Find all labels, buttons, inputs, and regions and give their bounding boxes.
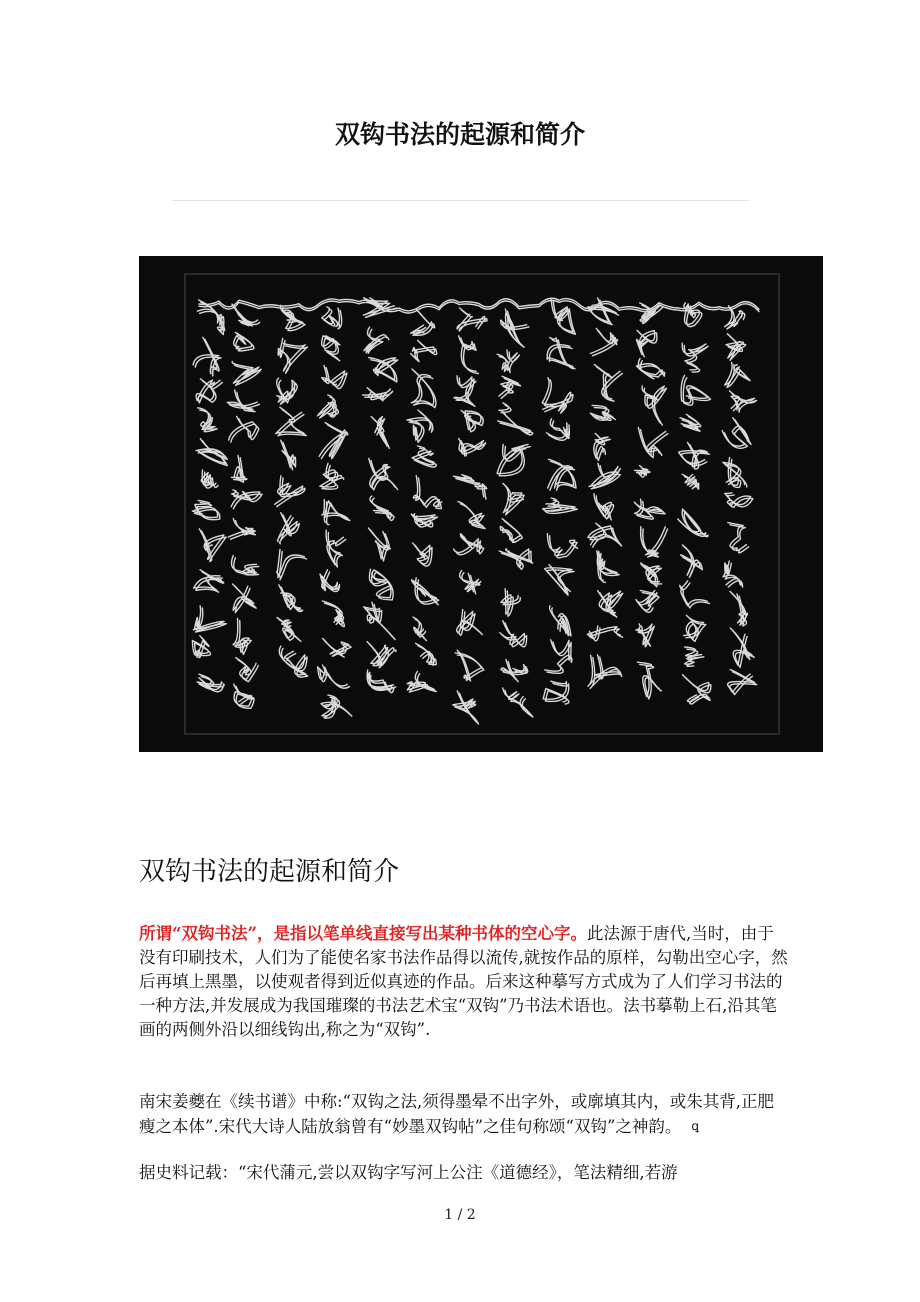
small-mark-icon: ꝗ: [691, 1119, 700, 1133]
title-divider: [172, 200, 749, 201]
record-paragraph: 据史料记载：“宋代蒲元,尝以双钩字写河上公注《道德经》，笔法精细,若游: [139, 1163, 678, 1182]
history-paragraph: [139, 1090, 789, 1139]
definition-highlight: 所谓“双钩书法”，是指以笔单线直接写出某种书体的空心字。: [139, 924, 587, 943]
intro-paragraph: [139, 922, 789, 1042]
history-paragraph-text: 南宋姜夔在《续书谱》中称:“双钩之法,须得墨晕不出字外，或廓填其内，或朱其背,正肥瘦之本体”.宋代大诗人陆放翁曾有“妙墨双钩帖”之佳句称颂“双钩”之神韵。: [139, 1092, 774, 1136]
intro-paragraph-body: 此法源于唐代,当时，由于没有印刷技术，人们为了能使名家书法作品得以流传,就按作品的原样，勾勒出空心字，然后再填上黑墨，以使观者得到近似真迹的作品。后来这种摹写方式成为了人们学习书法的一种方法,并发展成为我国璀璨的书法艺术宝“双钩”乃书法术语也。法书摹勒上石,沿其笔画的两侧外沿以细线钩出,称之为“双钩”.: [139, 924, 788, 1039]
calligraphy-artwork: [139, 256, 823, 752]
page-title: 双钩书法的起源和简介: [334, 120, 585, 149]
double-outline-calligraphy-image: [139, 256, 823, 752]
page-number: 1 / 2: [444, 1207, 476, 1223]
section-heading: 双钩书法的起源和简介: [139, 856, 400, 887]
